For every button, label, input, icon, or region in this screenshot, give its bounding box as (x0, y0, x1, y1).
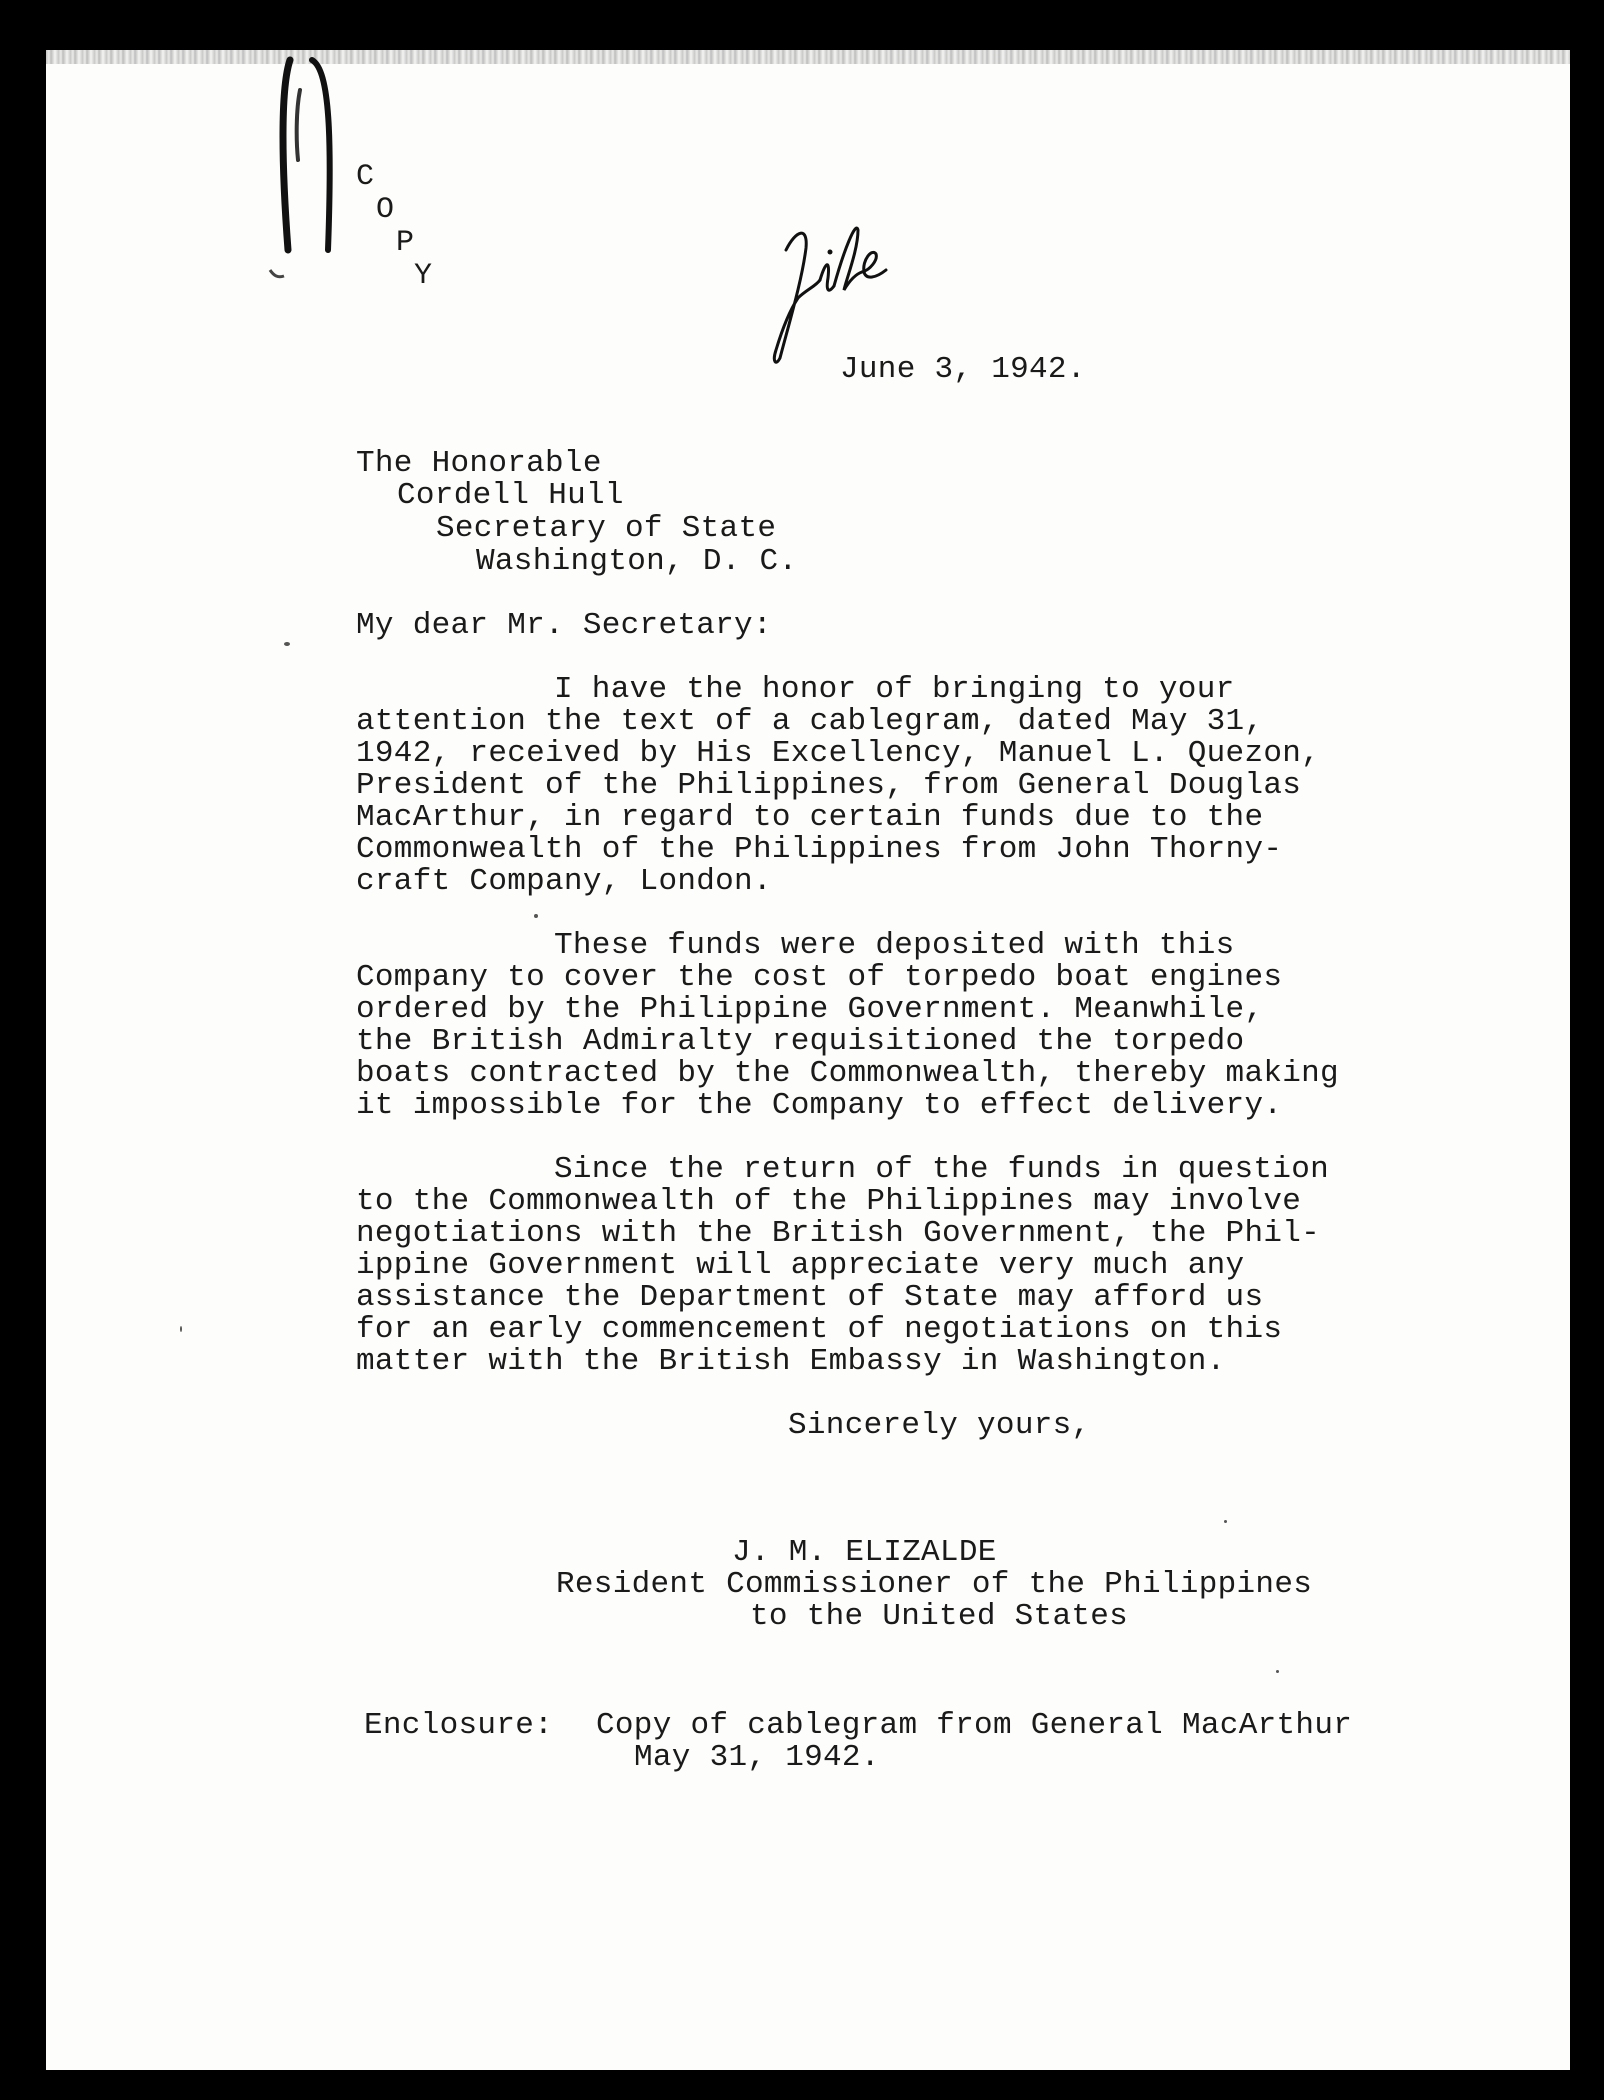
scan-frame-top (0, 0, 1604, 50)
copy-letter-c: C (356, 160, 375, 194)
scan-speck (1276, 1670, 1279, 1673)
paragraph-3-line-5: assistance the Department of State may afford us (356, 1280, 1264, 1315)
scan-speck (534, 914, 538, 918)
copy-letter-p: P (396, 226, 415, 260)
paragraph-2-line-1: These funds were deposited with this (554, 928, 1235, 963)
scan-speck (180, 1326, 182, 1332)
signature-name: J. M. ELIZALDE (732, 1535, 997, 1570)
paragraph-1-line-7: craft Company, London. (356, 864, 772, 899)
paragraph-1-line-5: MacArthur, in regard to certain funds due to the (356, 800, 1264, 835)
signature-title-line-2: to the United States (750, 1599, 1129, 1634)
paragraph-3-line-3: negotiations with the British Government, the Phil- (356, 1216, 1321, 1251)
copy-letter-y: Y (414, 259, 433, 293)
scan-speck (284, 642, 290, 646)
paragraph-3-line-4: ippine Government will appreciate very much any (356, 1248, 1245, 1283)
paragraph-2-line-4: the British Admiralty requisitioned the torpedo (356, 1024, 1245, 1059)
paragraph-3-line-6: for an early commencement of negotiations on this (356, 1312, 1283, 1347)
addressee-line-4: Washington, D. C. (476, 544, 798, 579)
letter-date: June 3, 1942. (840, 352, 1086, 387)
addressee-line-2: Cordell Hull (397, 478, 624, 513)
copy-letter-o: O (376, 193, 395, 227)
paragraph-2-line-3: ordered by the Philippine Government. Meanwhile, (356, 992, 1264, 1027)
paragraph-3-line-2: to the Commonwealth of the Philippines may involve (356, 1184, 1302, 1219)
paragraph-1-line-4: President of the Philippines, from General Douglas (356, 768, 1302, 803)
signature-title-line-1: Resident Commissioner of the Philippines (556, 1567, 1313, 1602)
closing: Sincerely yours, (788, 1408, 1091, 1443)
document-page (46, 50, 1570, 2070)
paragraph-1-line-2: attention the text of a cablegram, dated May 31, (356, 704, 1264, 739)
scan-speck (1224, 1520, 1227, 1523)
paragraph-1-line-1: I have the honor of bringing to your (554, 672, 1235, 707)
paragraph-2-line-6: it impossible for the Company to effect delivery. (356, 1088, 1283, 1123)
enclosure-label: Enclosure: (364, 1708, 554, 1743)
scan-frame-bottom (0, 2070, 1604, 2100)
addressee-line-3: Secretary of State (436, 511, 777, 546)
enclosure-line-2: May 31, 1942. (634, 1740, 880, 1775)
paragraph-1-line-6: Commonwealth of the Philippines from John Thorny- (356, 832, 1283, 867)
paragraph-2-line-5: boats contracted by the Commonwealth, thereby making (356, 1056, 1339, 1091)
enclosure-line-1: Copy of cablegram from General MacArthur (596, 1708, 1353, 1743)
paragraph-3-line-1: Since the return of the funds in question (554, 1152, 1330, 1187)
paper-clip-mark-icon (260, 50, 350, 290)
handwritten-file-note (746, 190, 926, 370)
salutation: My dear Mr. Secretary: (356, 608, 772, 643)
paragraph-3-line-7: matter with the British Embassy in Washington. (356, 1344, 1226, 1379)
addressee-line-1: The Honorable (356, 446, 602, 481)
scan-frame-right (1570, 0, 1604, 2100)
scan-frame-left (0, 0, 46, 2100)
paragraph-2-line-2: Company to cover the cost of torpedo boat engines (356, 960, 1283, 995)
paragraph-1-line-3: 1942, received by His Excellency, Manuel L. Quezon, (356, 736, 1321, 771)
